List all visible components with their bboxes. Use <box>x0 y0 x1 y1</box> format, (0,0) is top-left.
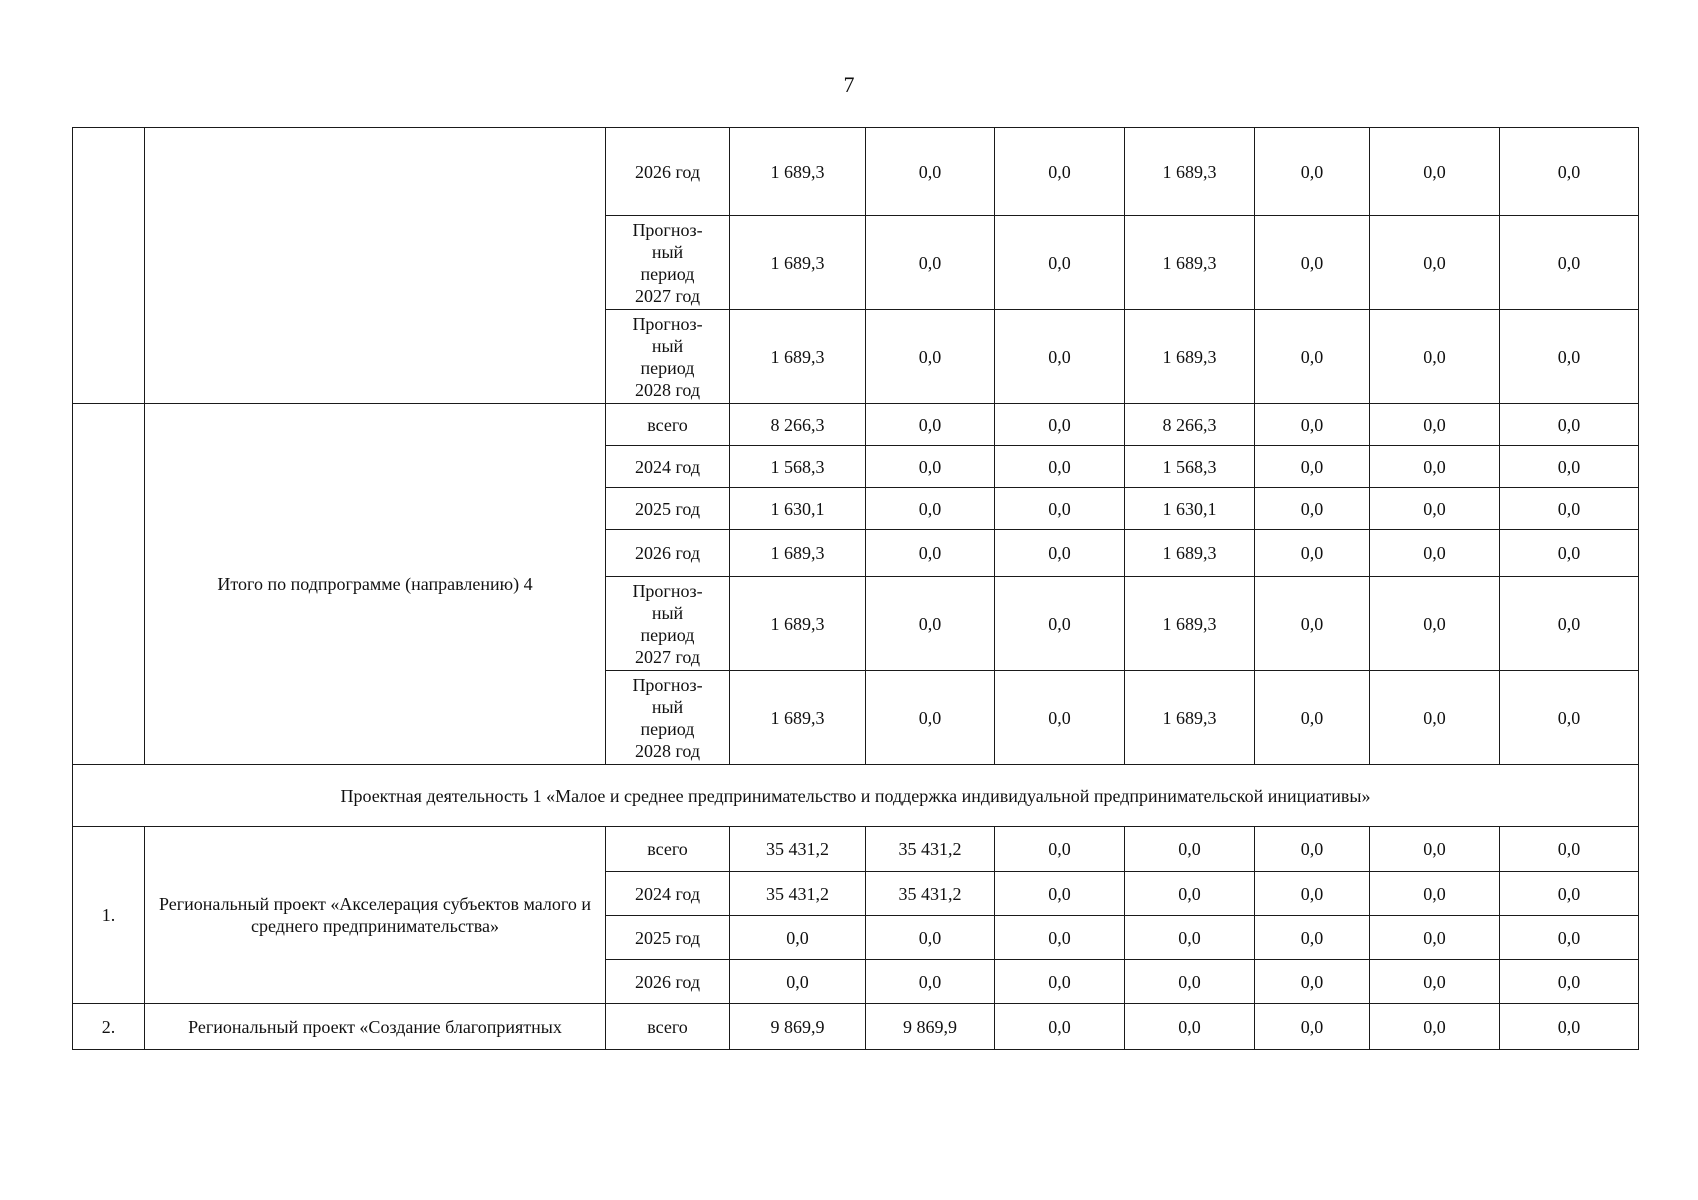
period-line: 2027 год <box>634 285 701 306</box>
value-cell: 0,0 <box>866 310 995 404</box>
value-cell: 0,0 <box>1255 404 1370 446</box>
period-cell <box>606 577 730 671</box>
value-cell: 1 568,3 <box>1125 446 1255 488</box>
value-cell: 0,0 <box>995 216 1125 310</box>
value-cell: 0,0 <box>995 1004 1125 1050</box>
value-cell: 0,0 <box>1255 128 1370 216</box>
project-number: 1. <box>73 827 145 1004</box>
value-cell: 35 431,2 <box>866 827 995 872</box>
value-cell: 0,0 <box>1255 827 1370 872</box>
value-cell: 0,0 <box>1370 1004 1500 1050</box>
value-cell: 0,0 <box>1500 1004 1639 1050</box>
period-line: ный <box>651 602 684 623</box>
value-cell: 0,0 <box>1370 577 1500 671</box>
value-cell: 0,0 <box>1370 488 1500 530</box>
value-cell: 0,0 <box>1125 960 1255 1004</box>
value-cell: 1 689,3 <box>1125 128 1255 216</box>
value-cell: 0,0 <box>730 916 866 960</box>
value-cell: 0,0 <box>1125 916 1255 960</box>
value-cell: 1 568,3 <box>730 446 866 488</box>
period-cell: 2026 год <box>606 530 730 577</box>
value-cell: 0,0 <box>866 916 995 960</box>
table-row <box>73 128 1639 216</box>
period-cell: 2024 год <box>606 446 730 488</box>
value-cell: 1 689,3 <box>730 671 866 765</box>
period-cell <box>606 310 730 404</box>
value-cell: 0,0 <box>1370 128 1500 216</box>
period-line: ный <box>651 696 684 717</box>
period-cell: 2026 год <box>606 960 730 1004</box>
value-cell: 0,0 <box>1500 310 1639 404</box>
project-name: Региональный проект «Создание благоприятных <box>145 1004 606 1050</box>
value-cell: 1 689,3 <box>1125 310 1255 404</box>
value-cell: 0,0 <box>730 960 866 1004</box>
value-cell: 0,0 <box>995 404 1125 446</box>
value-cell: 0,0 <box>866 404 995 446</box>
period-line: Прогноз- <box>632 674 703 695</box>
value-cell: 1 630,1 <box>730 488 866 530</box>
value-cell: 0,0 <box>1500 128 1639 216</box>
value-cell: 0,0 <box>866 216 995 310</box>
value-cell: 0,0 <box>1125 1004 1255 1050</box>
value-cell: 35 431,2 <box>730 872 866 916</box>
value-cell: 1 689,3 <box>730 216 866 310</box>
value-cell: 0,0 <box>866 488 995 530</box>
period-line: Прогноз- <box>632 580 703 601</box>
value-cell: 0,0 <box>1370 960 1500 1004</box>
period-line: Прогноз- <box>632 219 703 240</box>
budget-table <box>72 127 1639 1050</box>
table-row <box>73 1004 1639 1050</box>
value-cell: 0,0 <box>1370 216 1500 310</box>
value-cell: 0,0 <box>1500 872 1639 916</box>
subprogram-total-label: Итого по подпрограмме (направлению) 4 <box>145 404 606 765</box>
value-cell: 0,0 <box>1370 446 1500 488</box>
value-cell: 0,0 <box>1500 671 1639 765</box>
value-cell: 1 689,3 <box>1125 671 1255 765</box>
number-cell <box>73 404 145 765</box>
value-cell: 35 431,2 <box>866 872 995 916</box>
value-cell: 0,0 <box>1255 310 1370 404</box>
value-cell: 1 689,3 <box>1125 577 1255 671</box>
period-cell: 2024 год <box>606 872 730 916</box>
value-cell: 1 689,3 <box>1125 216 1255 310</box>
value-cell: 1 630,1 <box>1125 488 1255 530</box>
section-header-row <box>73 765 1639 827</box>
value-cell: 1 689,3 <box>730 530 866 577</box>
name-cell <box>145 128 606 404</box>
value-cell: 0,0 <box>1255 216 1370 310</box>
period-line: период <box>640 624 695 645</box>
value-cell: 0,0 <box>866 530 995 577</box>
period-cell <box>606 671 730 765</box>
value-cell: 8 266,3 <box>1125 404 1255 446</box>
period-line: Прогноз- <box>632 313 703 334</box>
value-cell: 0,0 <box>995 916 1125 960</box>
table-row <box>73 404 1639 446</box>
period-line: 2027 год <box>634 646 701 667</box>
value-cell: 0,0 <box>866 960 995 1004</box>
value-cell: 0,0 <box>1500 404 1639 446</box>
value-cell: 0,0 <box>995 960 1125 1004</box>
value-cell: 0,0 <box>866 446 995 488</box>
value-cell: 35 431,2 <box>730 827 866 872</box>
value-cell: 0,0 <box>995 128 1125 216</box>
value-cell: 0,0 <box>1500 488 1639 530</box>
value-cell: 0,0 <box>1255 530 1370 577</box>
value-cell: 0,0 <box>1125 827 1255 872</box>
period-cell: 2026 год <box>606 128 730 216</box>
period-line: 2028 год <box>634 379 701 400</box>
value-cell: 0,0 <box>1255 671 1370 765</box>
value-cell: 1 689,3 <box>730 577 866 671</box>
value-cell: 0,0 <box>995 577 1125 671</box>
value-cell: 0,0 <box>1370 310 1500 404</box>
value-cell: 1 689,3 <box>1125 530 1255 577</box>
page-number: 7 <box>843 72 855 97</box>
value-cell: 0,0 <box>1370 916 1500 960</box>
value-cell: 1 689,3 <box>730 128 866 216</box>
period-line: 2028 год <box>634 740 701 761</box>
value-cell: 0,0 <box>1370 530 1500 577</box>
value-cell: 0,0 <box>995 488 1125 530</box>
value-cell: 0,0 <box>1255 577 1370 671</box>
value-cell: 0,0 <box>995 310 1125 404</box>
value-cell: 8 266,3 <box>730 404 866 446</box>
value-cell: 0,0 <box>1255 488 1370 530</box>
period-cell: всего <box>606 1004 730 1050</box>
value-cell: 0,0 <box>1255 916 1370 960</box>
value-cell: 0,0 <box>1255 446 1370 488</box>
value-cell: 0,0 <box>1370 404 1500 446</box>
period-cell: всего <box>606 827 730 872</box>
period-line: период <box>640 718 695 739</box>
period-line: период <box>640 263 695 284</box>
value-cell: 0,0 <box>1500 577 1639 671</box>
value-cell: 0,0 <box>1370 872 1500 916</box>
section-header: Проектная деятельность 1 «Малое и среднее предпринимательство и поддержка индивидуальной предпринимательской инициативы» <box>73 765 1639 827</box>
number-cell <box>73 128 145 404</box>
project-number: 2. <box>73 1004 145 1050</box>
value-cell: 0,0 <box>1500 960 1639 1004</box>
value-cell: 0,0 <box>995 671 1125 765</box>
value-cell: 0,0 <box>995 827 1125 872</box>
period-cell: 2025 год <box>606 488 730 530</box>
value-cell: 0,0 <box>1255 960 1370 1004</box>
value-cell: 0,0 <box>1125 872 1255 916</box>
table-row <box>73 827 1639 872</box>
period-line: ный <box>651 335 684 356</box>
value-cell: 0,0 <box>1500 916 1639 960</box>
value-cell: 0,0 <box>995 446 1125 488</box>
value-cell: 9 869,9 <box>866 1004 995 1050</box>
project-name: Региональный проект «Акселерация субъектов малого и среднего предпринимательства» <box>145 827 606 1004</box>
value-cell: 1 689,3 <box>730 310 866 404</box>
value-cell: 0,0 <box>866 577 995 671</box>
period-line: период <box>640 357 695 378</box>
value-cell: 0,0 <box>1370 671 1500 765</box>
value-cell: 0,0 <box>866 128 995 216</box>
period-cell: всего <box>606 404 730 446</box>
value-cell: 0,0 <box>1255 872 1370 916</box>
value-cell: 0,0 <box>1255 1004 1370 1050</box>
value-cell: 0,0 <box>995 872 1125 916</box>
value-cell: 0,0 <box>1500 530 1639 577</box>
period-line: ный <box>651 241 684 262</box>
value-cell: 9 869,9 <box>730 1004 866 1050</box>
value-cell: 0,0 <box>1500 446 1639 488</box>
period-cell: 2025 год <box>606 916 730 960</box>
value-cell: 0,0 <box>1500 827 1639 872</box>
period-cell <box>606 216 730 310</box>
value-cell: 0,0 <box>995 530 1125 577</box>
value-cell: 0,0 <box>866 671 995 765</box>
value-cell: 0,0 <box>1500 216 1639 310</box>
value-cell: 0,0 <box>1370 827 1500 872</box>
